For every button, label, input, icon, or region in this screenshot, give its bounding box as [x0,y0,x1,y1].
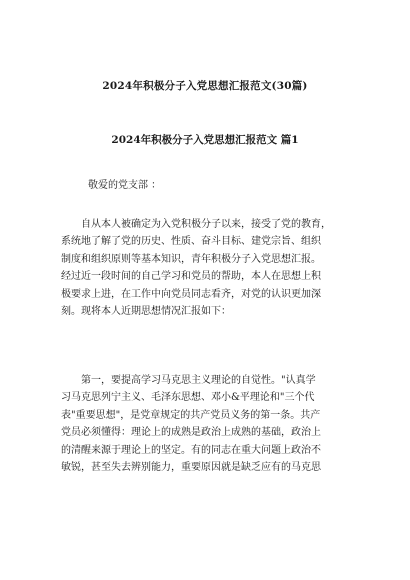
section-title: 2024年积极分子入党思想汇报范文 篇1 [111,134,299,146]
document-title: 2024年积极分子入党思想汇报范文(30篇) [102,80,308,92]
text-line: 制度和组织原则等基本知识，青年积极分子入党思想汇报。 [61,253,321,265]
text-line: 敏锐，甚至失去辨别能力，重要原因就是缺乏应有的马克思 [61,461,321,473]
text-line: 表"重要思想"，是党章规定的共产党员义务的第一条。共产 [61,409,321,421]
text-line: 极要求上进，在工作中向党员同志看齐，对党的认识更加深 [61,288,321,300]
text-line: 第一，要提高学习马克思主义理论的自觉性。"认真学 [61,375,316,386]
text-line: 的清醒来源于理论上的坚定。有的同志在重大问题上政治不 [61,444,321,456]
text-line: 习马克思列宁主义、毛泽东思想、邓小&平理论和"三个代 [61,392,315,404]
paragraph-first-point [61,372,361,476]
text-line: 党员必须懂得：理论上的成熟是政治上成熟的基础，政治上 [61,427,321,439]
paragraph-intro [61,216,361,320]
greeting-line: 敬爱的党支部 ： [88,180,162,191]
text-line: 经过近一段时间的自己学习和党员的帮助，本人在思想上积 [61,271,321,283]
text-line: 刻。现将本人近期思想情况汇报如下： [61,305,231,317]
text-line: 自从本人被确定为入党积极分子以来，接受了党的教育， [61,219,331,230]
text-line: 系统地了解了党的历史、性质、奋斗目标、建党宗旨、组织 [61,236,321,248]
